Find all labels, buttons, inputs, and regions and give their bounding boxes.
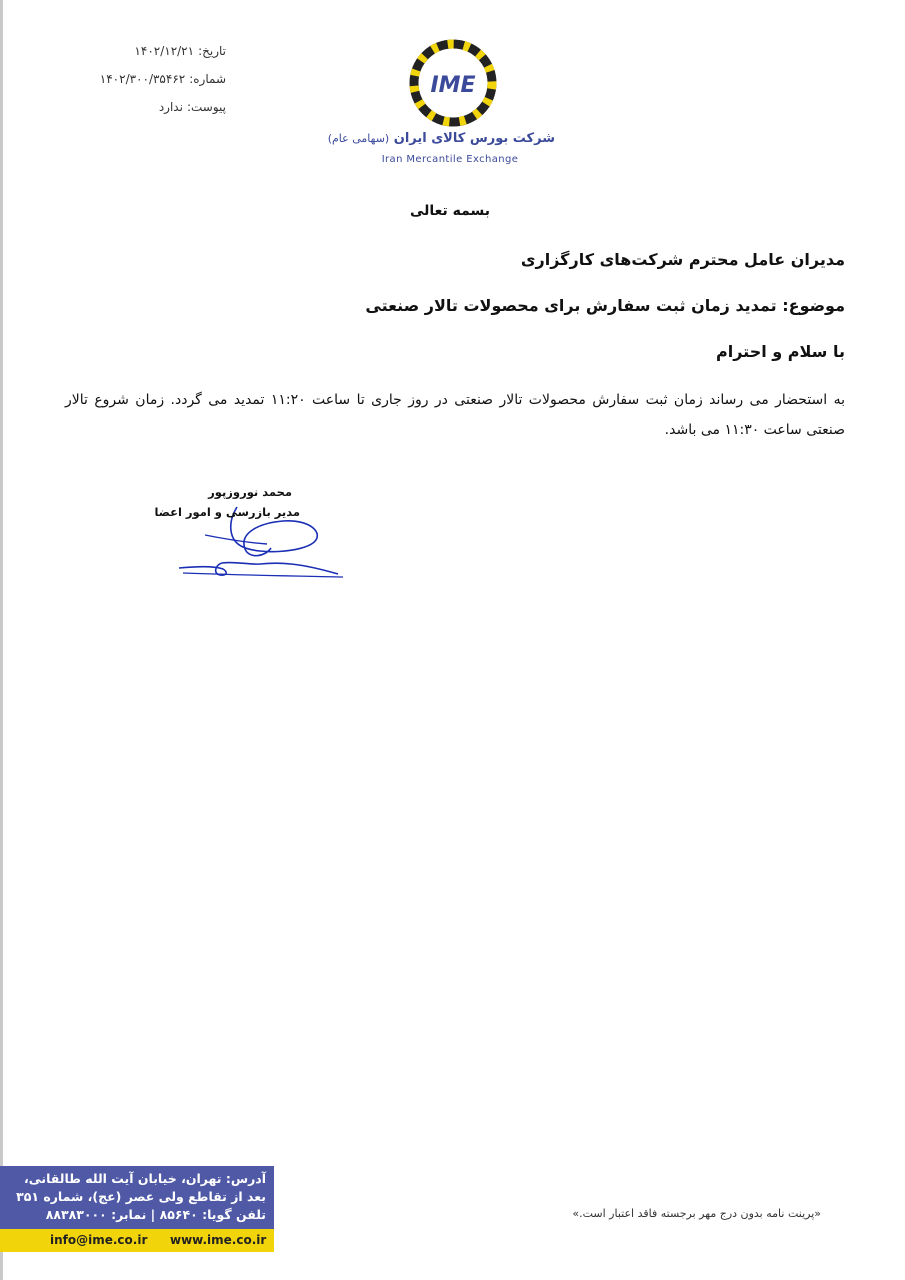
subject-line: موضوع: تمدید زمان ثبت سفارش برای محصولات تالار صنعتی (365, 296, 845, 315)
logo-en-name: Iran Mercantile Exchange (381, 154, 519, 165)
greeting: با سلام و احترام (716, 342, 845, 361)
addressee: مدیران عامل محترم شرکت‌های کارگزاری (520, 250, 845, 269)
number-value: ۱۴۰۲/۳۰۰/۳۵۴۶۲ (99, 72, 186, 86)
footer-address (0, 1170, 266, 1224)
number-row (86, 70, 226, 98)
letter-meta (86, 42, 226, 126)
page-edge (0, 0, 3, 1280)
footer-email-link[interactable]: info@ime.co.ir (50, 1233, 148, 1247)
number-label: شماره: (189, 72, 226, 86)
date-label: تاریخ: (198, 44, 226, 58)
basmala: بسمه تعالی (409, 203, 491, 219)
attachment-row (86, 98, 226, 126)
logo-fa-name (327, 131, 555, 146)
svg-text:IME: IME (430, 73, 476, 98)
logo-fa-sub: (سهامی عام) (327, 132, 390, 145)
address-line-3: تلفن گویا: ۸۵۶۴۰ | نمابر: ۸۸۳۸۳۰۰۰ (45, 1207, 266, 1222)
signer-title: مدیر بازرسی و امور اعضا (154, 505, 300, 519)
ime-logo-icon (405, 35, 501, 131)
footer-validity-note: «پرینت نامه بدون درج مهر برجسته فاقد اعتبار است.» (572, 1207, 821, 1220)
date-value: ۱۴۰۲/۱۲/۲۱ (134, 44, 195, 58)
date-row (86, 42, 226, 70)
footer-website-link[interactable]: www.ime.co.ir (170, 1233, 267, 1247)
attachment-label: پیوست: (186, 100, 226, 114)
signer-name: محمد نوروزپور (208, 485, 292, 499)
attachment-value: ندارد (158, 100, 183, 114)
logo-fa-title: شرکت بورس کالای ایران (393, 131, 555, 146)
address-line-1: آدرس: تهران، خیابان آیت الله طالقانی، (24, 1171, 266, 1186)
letter-body: به استحضار می رساند زمان ثبت سفارش محصولات تالار صنعتی در روز جاری تا ساعت ۱۱:۲۰ تمدید می گردد. زمان شروع تالار صنعتی ساعت ۱۱:۳۰ می باشد. (65, 392, 845, 438)
address-line-2: بعد از تقاطع ولی عصر (عج)، شماره ۳۵۱ (16, 1189, 266, 1204)
